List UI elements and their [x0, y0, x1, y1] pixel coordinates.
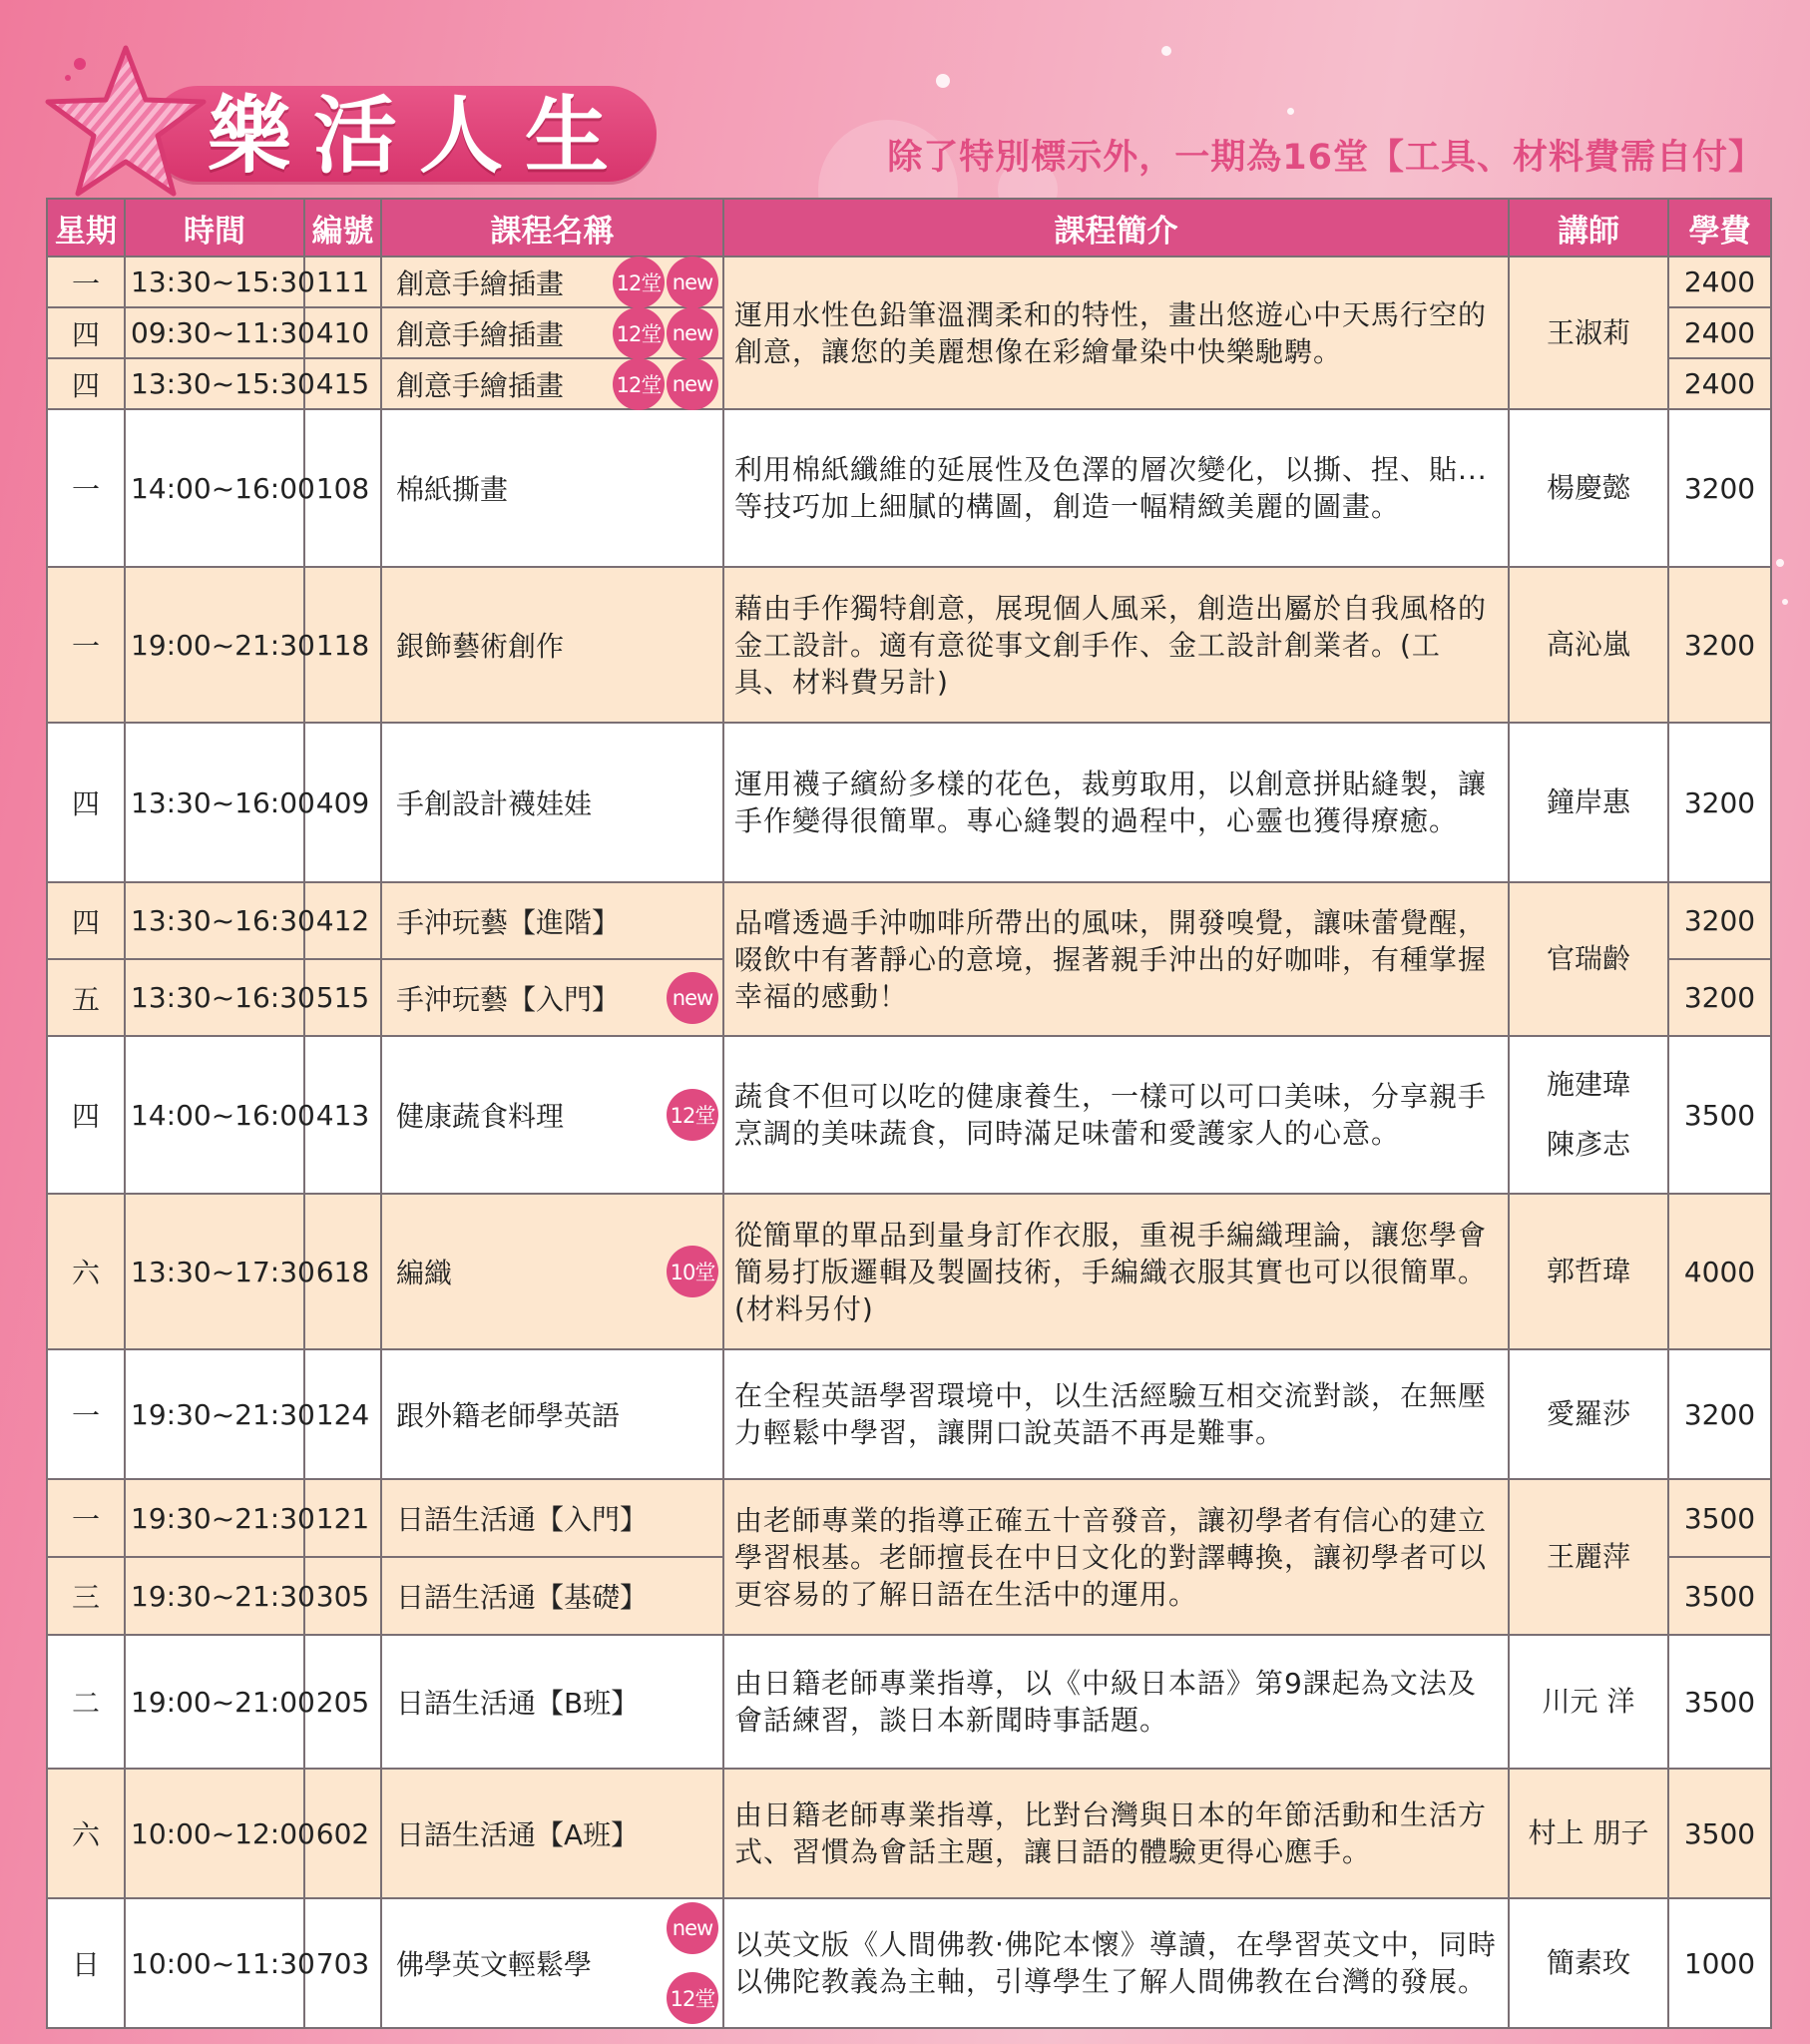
- day-cell: 四: [47, 723, 125, 882]
- fee-cell: 2400: [1668, 307, 1771, 358]
- time-cell: 10:00~12:00: [125, 1769, 304, 1898]
- sessions-badge: 12堂: [613, 256, 665, 308]
- time-cell: 13:30~15:30: [125, 256, 304, 307]
- fee-cell: 3200: [1668, 567, 1771, 723]
- new-badge: new: [667, 972, 718, 1024]
- description-cell: 品嚐透過手沖咖啡所帶出的風味，開發嗅覺，讓味蕾覺醒，啜飲中有著靜心的意境，握著親手沖出的好咖啡，有種掌握幸福的感動！: [723, 882, 1509, 1036]
- fee-cell: 3200: [1668, 959, 1771, 1036]
- day-cell: 五: [47, 959, 125, 1036]
- course-name-cell: [381, 1349, 723, 1479]
- table-row: [47, 1898, 1771, 2028]
- course-name: 銀飾藝術創作: [396, 630, 565, 663]
- time-cell: 14:00~16:00: [125, 409, 304, 567]
- page-subtitle: 除了特別標示外，一期為16堂【工具、材料費需自付】: [887, 138, 1764, 178]
- code-cell: 415: [304, 358, 381, 409]
- code-cell: 118: [304, 567, 381, 723]
- course-name: 手沖玩藝【進階】: [396, 905, 621, 939]
- column-header-code: 編號: [304, 199, 381, 256]
- code-cell: 410: [304, 307, 381, 358]
- course-name-cell: [381, 1898, 723, 2028]
- teacher-cell: 楊慶懿: [1509, 409, 1668, 567]
- day-cell: 一: [47, 1349, 125, 1479]
- description-cell: 從簡單的單品到量身訂作衣服，重視手編織理論，讓您學會簡易打版邏輯及製圖技術，手編織衣服其實也可以很簡單。 (材料另付): [723, 1194, 1509, 1349]
- new-badge: new: [667, 1902, 718, 1954]
- course-name: 跟外籍老師學英語: [396, 1399, 621, 1432]
- fee-cell: 2400: [1668, 358, 1771, 409]
- course-name: 日語生活通【A班】: [396, 1818, 640, 1851]
- course-name: 日語生活通【基礎】: [396, 1581, 649, 1614]
- course-name-cell: [381, 1479, 723, 1557]
- day-cell: 日: [47, 1898, 125, 2028]
- new-badge: new: [667, 358, 718, 410]
- table-header-row: [47, 199, 1771, 256]
- time-cell: 13:30~17:30: [125, 1194, 304, 1349]
- day-cell: 六: [47, 1769, 125, 1898]
- table-row: [47, 1769, 1771, 1898]
- day-cell: 四: [47, 358, 125, 409]
- table-row: [47, 1635, 1771, 1769]
- description-cell: 在全程英語學習環境中，以生活經驗互相交流對談，在無壓力輕鬆中學習，讓開口說英語不再是難事。: [723, 1349, 1509, 1479]
- teacher-cell: 川元 洋: [1509, 1635, 1668, 1769]
- day-cell: 二: [47, 1635, 125, 1769]
- table-row: [47, 256, 1771, 307]
- sessions-badge: 12堂: [613, 358, 665, 410]
- star-icon: [40, 42, 212, 206]
- description-cell: 運用水性色鉛筆溫潤柔和的特性，畫出悠遊心中天馬行空的創意，讓您的美麗想像在彩繪暈染中快樂馳騁。: [723, 256, 1509, 409]
- course-name-cell: [381, 1635, 723, 1769]
- column-header-teacher: 講師: [1509, 199, 1668, 256]
- day-cell: 四: [47, 882, 125, 959]
- teacher-cell: 官瑞齡: [1509, 882, 1668, 1036]
- day-cell: 六: [47, 1194, 125, 1349]
- course-name-cell: [381, 1194, 723, 1349]
- fee-cell: 3500: [1668, 1557, 1771, 1635]
- fee-cell: 3200: [1668, 723, 1771, 882]
- description-cell: 藉由手作獨特創意，展現個人風采，創造出屬於自我風格的金工設計。適有意從事文創手作、金工設計創業者。(工具、材料費另計): [723, 567, 1509, 723]
- teacher-name: 陳彥志: [1546, 1128, 1630, 1161]
- course-name: 健康蔬食料理: [396, 1100, 565, 1133]
- day-cell: 一: [47, 1479, 125, 1557]
- background-dot: [1782, 599, 1788, 605]
- course-name-cell: [381, 409, 723, 567]
- teacher-cell: 郭哲瑋: [1509, 1194, 1668, 1349]
- table-row: [47, 409, 1771, 567]
- column-header-fee: 學費: [1668, 199, 1771, 256]
- code-cell: 124: [304, 1349, 381, 1479]
- table-row: [47, 723, 1771, 882]
- time-cell: 14:00~16:00: [125, 1036, 304, 1194]
- new-badge: new: [667, 256, 718, 308]
- description-cell: 由日籍老師專業指導，以《中級日本語》第9課起為文法及會話練習，談日本新聞時事話題。: [723, 1635, 1509, 1769]
- time-cell: 09:30~11:30: [125, 307, 304, 358]
- background-dot: [936, 74, 950, 88]
- description-cell: 利用棉紙纖維的延展性及色澤的層次變化，以撕、捏、貼...等技巧加上細膩的構圖，創造一幅精緻美麗的圖畫。: [723, 409, 1509, 567]
- background-dot: [1287, 108, 1294, 115]
- column-header-description: 課程簡介: [723, 199, 1509, 256]
- badge-group: [667, 1089, 718, 1141]
- day-cell: 一: [47, 409, 125, 567]
- course-name: 手創設計襪娃娃: [396, 787, 593, 820]
- time-cell: 19:30~21:30: [125, 1349, 304, 1479]
- time-cell: 19:00~21:30: [125, 567, 304, 723]
- day-cell: 三: [47, 1557, 125, 1635]
- teacher-cell: 愛羅莎: [1509, 1349, 1668, 1479]
- table-row: [47, 882, 1771, 959]
- badge-group: [667, 1902, 718, 2024]
- day-cell: 四: [47, 1036, 125, 1194]
- new-badge: new: [667, 307, 718, 359]
- description-cell: 由老師專業的指導正確五十音發音，讓初學者有信心的建立學習根基。老師擅長在中日文化的對譯轉換，讓初學者可以更容易的了解日語在生活中的運用。: [723, 1479, 1509, 1635]
- badge-group: [613, 256, 718, 308]
- course-name-cell: [381, 1769, 723, 1898]
- description-cell: 蔬食不但可以吃的健康養生，一樣可以可口美味，分享親手烹調的美味蔬食，同時滿足味蕾和愛護家人的心意。: [723, 1036, 1509, 1194]
- teacher-cell: 王麗萍: [1509, 1479, 1668, 1635]
- fee-cell: 4000: [1668, 1194, 1771, 1349]
- fee-cell: 3500: [1668, 1479, 1771, 1557]
- badge-group: [613, 307, 718, 359]
- fee-cell: 2400: [1668, 256, 1771, 307]
- course-name-cell: [381, 1036, 723, 1194]
- code-cell: 205: [304, 1635, 381, 1769]
- teacher-cell: 鐘岸惠: [1509, 723, 1668, 882]
- teacher-cell: 高沁嵐: [1509, 567, 1668, 723]
- course-name-cell: [381, 567, 723, 723]
- day-cell: 一: [47, 256, 125, 307]
- day-cell: 四: [47, 307, 125, 358]
- course-name-cell: [381, 1557, 723, 1635]
- description-cell: 以英文版《人間佛教‧佛陀本懷》導讀，在學習英文中，同時以佛陀教義為主軸，引導學生了解人間佛教在台灣的發展。: [723, 1898, 1509, 2028]
- day-cell: 一: [47, 567, 125, 723]
- time-cell: 13:30~15:30: [125, 358, 304, 409]
- table-row: [47, 1349, 1771, 1479]
- time-cell: 19:30~21:30: [125, 1479, 304, 1557]
- code-cell: 108: [304, 409, 381, 567]
- time-cell: 13:30~16:00: [125, 723, 304, 882]
- teacher-cell: 王淑莉: [1509, 256, 1668, 409]
- course-name-cell: [381, 959, 723, 1036]
- code-cell: 412: [304, 882, 381, 959]
- course-name: 手沖玩藝【入門】: [396, 982, 621, 1016]
- sessions-badge: 12堂: [667, 1089, 718, 1141]
- course-name: 創意手繪插畫: [396, 266, 565, 300]
- teacher-cell: 村上 朋子: [1509, 1769, 1668, 1898]
- code-cell: 413: [304, 1036, 381, 1194]
- background-dot: [1776, 559, 1784, 567]
- table-row: [47, 1036, 1771, 1194]
- code-cell: 602: [304, 1769, 381, 1898]
- page-title: 樂活人生: [208, 87, 632, 185]
- course-name-cell: [381, 723, 723, 882]
- teacher-cell: [1509, 1036, 1668, 1194]
- time-cell: 19:00~21:00: [125, 1635, 304, 1769]
- description-cell: 運用襪子繽紛多樣的花色，裁剪取用，以創意拼貼縫製，讓手作變得很簡單。專心縫製的過程中，心靈也獲得療癒。: [723, 723, 1509, 882]
- table-row: [47, 1194, 1771, 1349]
- code-cell: 111: [304, 256, 381, 307]
- column-header-course-name: 課程名稱: [381, 199, 723, 256]
- code-cell: 305: [304, 1557, 381, 1635]
- code-cell: 409: [304, 723, 381, 882]
- code-cell: 703: [304, 1898, 381, 2028]
- badge-group: [667, 1246, 718, 1297]
- course-name-cell: [381, 882, 723, 959]
- course-name-cell: [381, 307, 723, 358]
- badge-group: [613, 358, 718, 410]
- course-name-cell: [381, 256, 723, 307]
- column-header-day: 星期: [47, 199, 125, 256]
- table-row: [47, 1479, 1771, 1557]
- fee-cell: 3500: [1668, 1635, 1771, 1769]
- fee-cell: 3200: [1668, 409, 1771, 567]
- fee-cell: 3500: [1668, 1769, 1771, 1898]
- course-name: 日語生活通【入門】: [396, 1503, 649, 1536]
- column-header-time: 時間: [125, 199, 304, 256]
- fee-cell: 3500: [1668, 1036, 1771, 1194]
- teacher-cell: 簡素玫: [1509, 1898, 1668, 2028]
- table-row: [47, 567, 1771, 723]
- course-name: 棉紙撕畫: [396, 473, 509, 506]
- code-cell: 618: [304, 1194, 381, 1349]
- background-dot: [1161, 46, 1171, 56]
- course-name: 編織: [396, 1257, 453, 1289]
- code-cell: 515: [304, 959, 381, 1036]
- course-table: [46, 198, 1772, 2029]
- fee-cell: 3200: [1668, 882, 1771, 959]
- description-cell: 由日籍老師專業指導，比對台灣與日本的年節活動和生活方式、習慣為會話主題，讓日語的體驗更得心應手。: [723, 1769, 1509, 1898]
- course-name: 創意手繪插畫: [396, 368, 565, 402]
- course-name: 創意手繪插畫: [396, 317, 565, 351]
- fee-cell: 1000: [1668, 1898, 1771, 2028]
- sessions-badge: 12堂: [613, 307, 665, 359]
- sessions-badge: 10堂: [667, 1246, 718, 1297]
- code-cell: 121: [304, 1479, 381, 1557]
- course-name-cell: [381, 358, 723, 409]
- course-name: 日語生活通【B班】: [396, 1687, 640, 1720]
- time-cell: 10:00~11:30: [125, 1898, 304, 2028]
- time-cell: 13:30~16:30: [125, 882, 304, 959]
- teacher-name: 施建瑋: [1546, 1068, 1630, 1101]
- badge-group: [667, 972, 718, 1024]
- time-cell: 19:30~21:30: [125, 1557, 304, 1635]
- course-name: 佛學英文輕鬆學: [396, 1948, 593, 1981]
- time-cell: 13:30~16:30: [125, 959, 304, 1036]
- sessions-badge: 12堂: [667, 1972, 718, 2024]
- fee-cell: 3200: [1668, 1349, 1771, 1479]
